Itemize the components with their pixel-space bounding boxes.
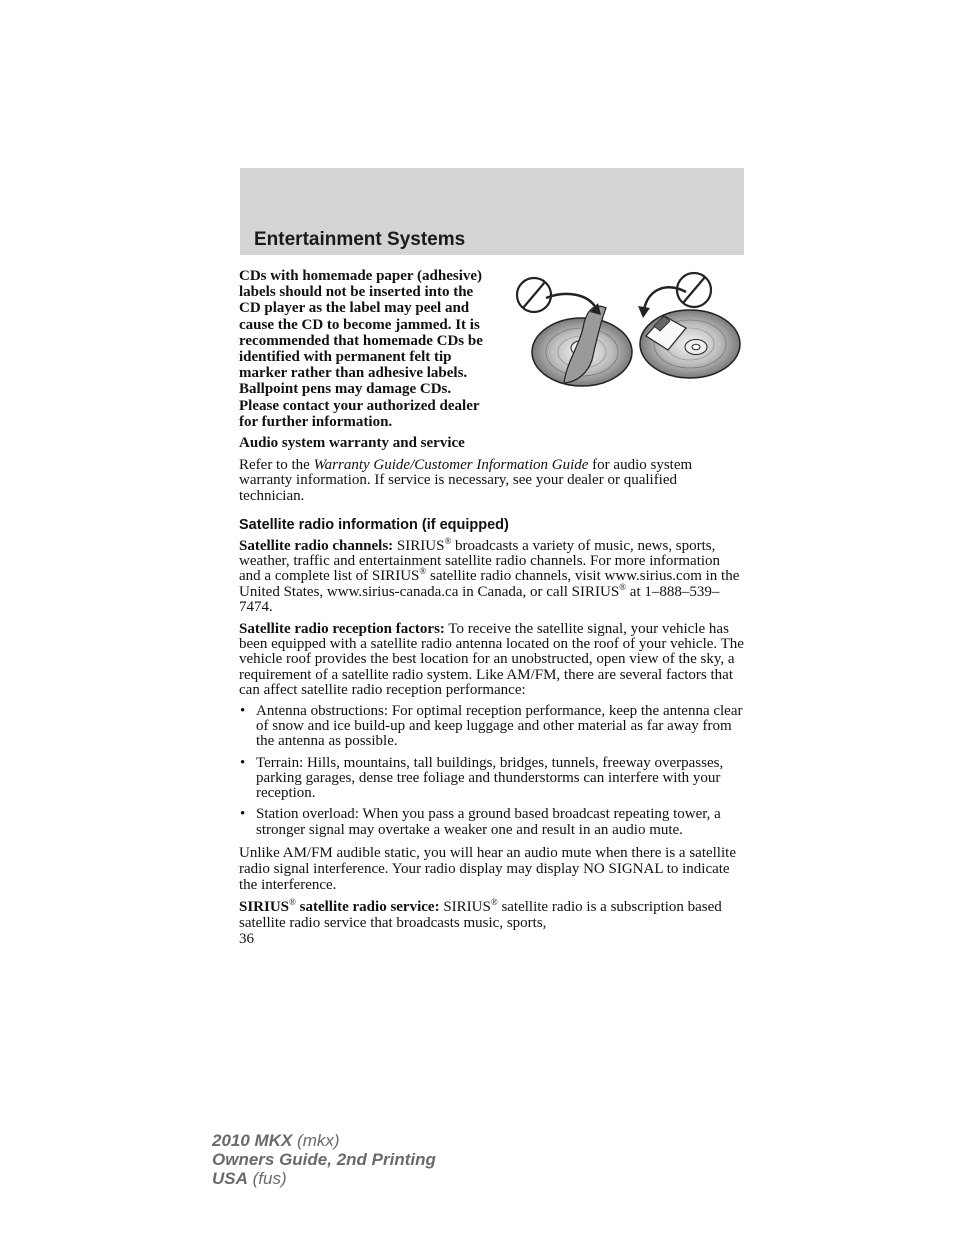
service-label-1: SIRIUS [239, 899, 290, 916]
reception-factors-list [239, 704, 744, 838]
list-item-text: Station overload: When you pass a ground based broadcast repeating tower, a stronger signal may overtake a weaker one and result in an audio mute. [256, 806, 721, 838]
interference-paragraph: Unlike AM/FM audible static, you will hear an audio mute when there is a satellite radio signal interference. Your radio display may display NO SIGNAL to indicate the interference. [239, 844, 736, 894]
no-adhesive-label-cd-icon [496, 268, 744, 404]
list-item-text: Antenna obstructions: For optimal reception performance, keep the antenna clear of snow and ice build-up and keep luggage and other material as far away from the antenna as possible. [256, 703, 743, 750]
warranty-text-after: for audio system warranty information. If service is necessary, see your dealer or qualified technician. [239, 457, 693, 504]
cd-warning-text: CDs with homemade paper (adhesive) labels should not be inserted into the CD player as the label may peel and cause the CD to become jammed. It is recommended that homemade CDs be identified with permanent felt tip marker rather than adhesive labels. Ballpoint pens may damage CDs. Please contact your authorized dealer for further information. [239, 268, 483, 430]
section-title: Entertainment Systems [254, 229, 466, 250]
list-item-text: Terrain: Hills, mountains, tall buildings, bridges, tunnels, freeway overpasses, parking garages, dense tree foliage and thunderstorms can interfere with your reception. [256, 754, 724, 802]
warranty-guide-title: Warranty Guide/Customer Information Guide [313, 457, 589, 474]
footer-market: USA [212, 1169, 248, 1188]
footer-model-code: (mkx) [292, 1131, 340, 1150]
footer-line-2: Owners Guide, 2nd Printing [212, 1150, 436, 1169]
page-content [239, 268, 744, 947]
list-item [239, 807, 744, 837]
satellite-section-title: Satellite radio information (if equipped) [239, 516, 509, 533]
channels-text-3: satellite radio channels, visit www.sirius.com in the United States, www.sirius-canada.ca in Canada, or call SIRIUS [239, 568, 740, 600]
satellite-channels-paragraph [239, 536, 744, 615]
footer-market-code: (fus) [247, 1169, 287, 1188]
bullet: • [240, 703, 246, 720]
channels-text-4: at 1–888–539–7474. [239, 583, 720, 615]
registered-mark: ® [419, 566, 427, 577]
footer-line-1 [212, 1131, 436, 1150]
footer-model: 2010 MKX [212, 1131, 293, 1150]
channels-text-1: SIRIUS [393, 538, 445, 555]
cd-warning [239, 268, 744, 430]
document-footer [212, 1131, 436, 1188]
registered-mark: ® [490, 897, 498, 908]
channels-text-2: broadcasts a variety of music, news, sports, weather, traffic and entertainment satellite radio channels. For more information and a complete list of SIRIUS [239, 538, 721, 585]
footer-line-3 [212, 1169, 436, 1188]
list-item [239, 704, 744, 750]
cd-illustration [496, 268, 744, 404]
page-number: 36 [239, 930, 254, 947]
section-header [240, 168, 744, 255]
registered-mark: ® [289, 897, 296, 908]
registered-mark: ® [619, 581, 627, 592]
reception-text: To receive the satellite signal, your vehicle has been equipped with a satellite radio antenna located on the roof of your vehicle. The vehicle roof provides the best location for an unobstructed, open view of the sky, a requirement of a satellite radio system. Like AM/FM, there are several factors that can affect satellite radio reception performance: [239, 621, 744, 698]
bullet: • [240, 754, 246, 771]
list-item [239, 756, 744, 802]
service-label-2: satellite radio service: [295, 899, 440, 916]
bullet: • [240, 806, 246, 823]
service-text-2: satellite radio is a subscription based satellite radio service that broadcasts music, sports, [239, 899, 722, 931]
reception-label: Satellite radio reception factors: [239, 621, 445, 638]
registered-mark: ® [444, 536, 452, 547]
warranty-paragraph [239, 458, 744, 504]
service-text-1: SIRIUS [439, 899, 491, 916]
service-paragraph [239, 897, 744, 931]
warranty-text-before: Refer to the [239, 457, 314, 474]
warranty-heading: Audio system warranty and service [239, 435, 465, 452]
channels-label: Satellite radio channels: [239, 538, 394, 555]
reception-paragraph [239, 622, 744, 698]
